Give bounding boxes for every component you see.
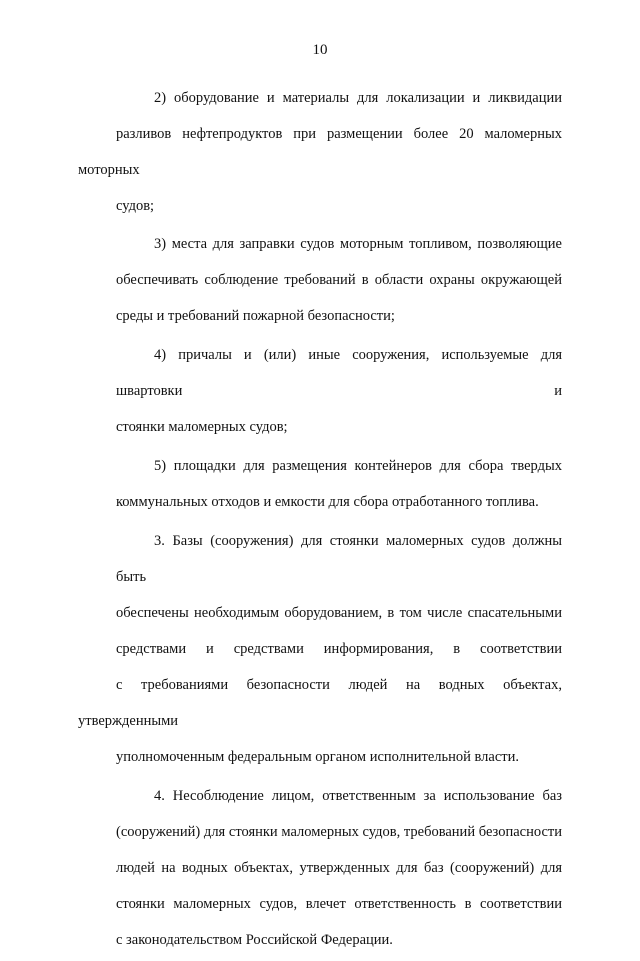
text-line: разливов нефтепродуктов при размещении более 20 маломерных моторных bbox=[78, 126, 562, 178]
text-line: уполномоченным федеральным органом исполнительной власти. bbox=[116, 749, 519, 765]
text-line: среды и требований пожарной безопасности; bbox=[116, 308, 395, 324]
clause-3 bbox=[78, 523, 562, 775]
text-line: обеспечивать соблюдение требований в области охраны окружающей bbox=[116, 272, 562, 288]
text-line: 3. Базы (сооружения) для стоянки маломерных судов должны быть bbox=[116, 533, 562, 585]
text-line: 3) места для заправки судов моторным топливом, позволяющие bbox=[154, 236, 562, 252]
text-line: средствами и средствами информирования, в соответствии bbox=[116, 641, 562, 657]
text-line: 4) причалы и (или) иные сооружения, используемые для швартовки и bbox=[116, 347, 562, 399]
text-line: судов; bbox=[116, 198, 155, 214]
text-line: стоянки маломерных судов; bbox=[116, 419, 288, 435]
text-line: 5) площадки для размещения контейнеров для сбора твердых bbox=[154, 458, 562, 474]
text-line: 4. Несоблюдение лицом, ответственным за использование баз bbox=[154, 788, 562, 804]
text-line: обеспечены необходимым оборудованием, в том числе спасательными bbox=[116, 605, 562, 621]
document-body bbox=[78, 80, 562, 961]
text-line: стоянки маломерных судов, влечет ответственность в соответствии bbox=[116, 896, 562, 912]
text-line: людей на водных объектах, утвержденных для баз (сооружений) для bbox=[116, 860, 562, 876]
text-line: 2) оборудование и материалы для локализации и ликвидации bbox=[154, 90, 562, 106]
text-line: (сооружений) для стоянки маломерных судов, требований безопасности bbox=[116, 824, 562, 840]
text-line: с требованиями безопасности людей на водных объектах, утвержденными bbox=[78, 677, 562, 729]
list-item-moorings bbox=[78, 337, 562, 445]
text-line: коммунальных отходов и емкости для сбора отработанного топлива. bbox=[116, 494, 539, 510]
list-item-equipment bbox=[78, 80, 562, 224]
text-line: с законодательством Российской Федерации. bbox=[116, 932, 393, 948]
list-item-refueling bbox=[78, 226, 562, 334]
page-number: 10 bbox=[312, 42, 328, 58]
list-item-waste-sites bbox=[78, 448, 562, 520]
clause-4 bbox=[78, 778, 562, 958]
